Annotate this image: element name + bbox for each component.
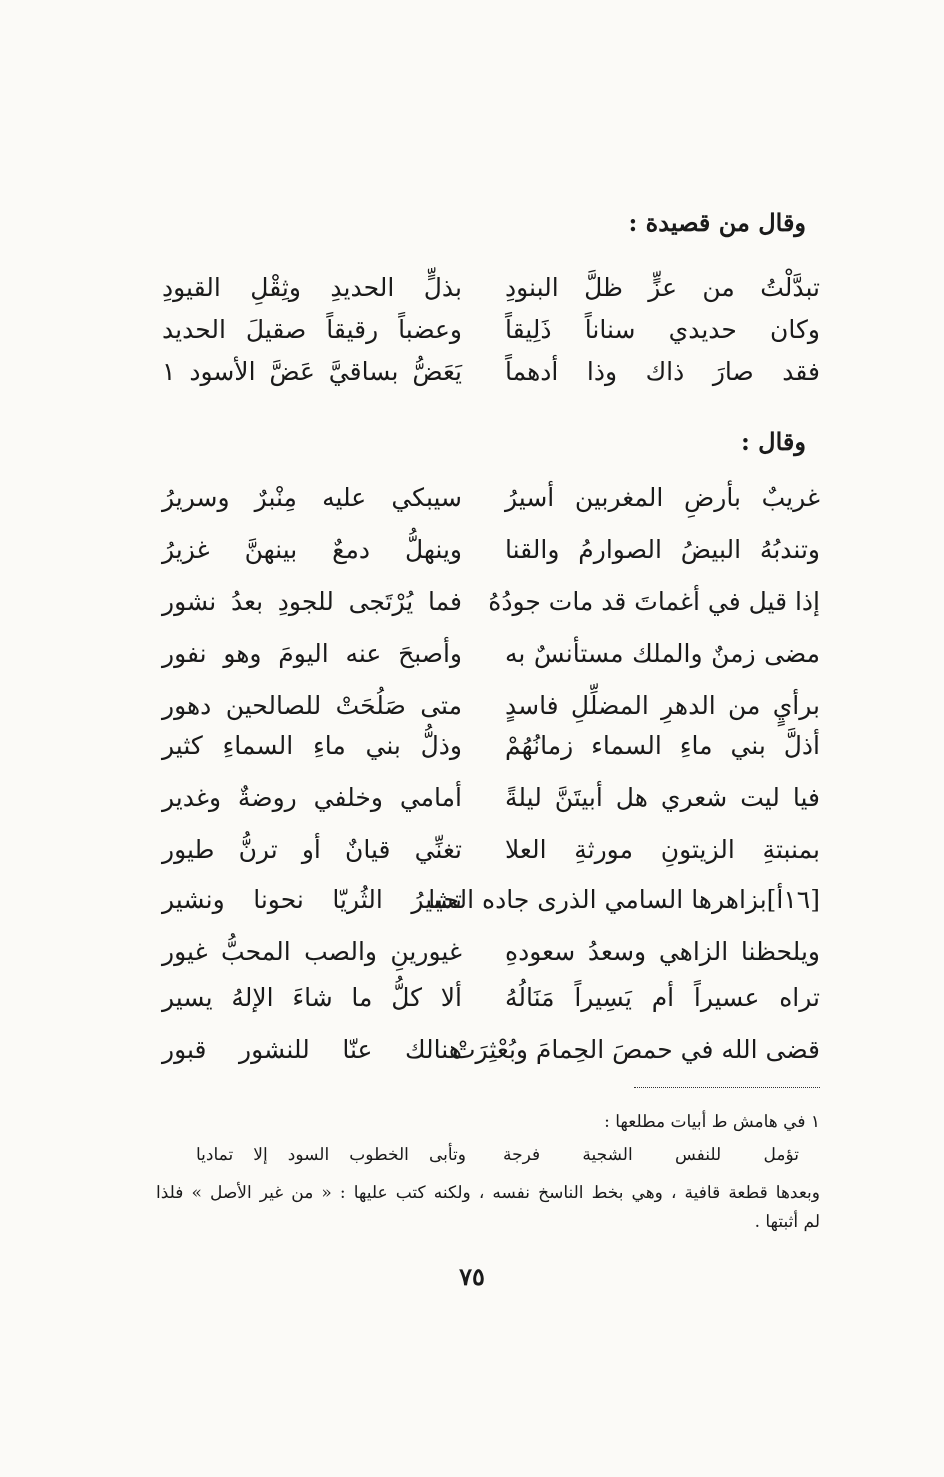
verse-second-hemistich: وعضباً رقيقاً صقيلَ الحديد [162, 315, 462, 344]
verse-second-hemistich: وذلُّ بني ماءِ السماءِ كثير [162, 731, 462, 760]
verse [0, 1030, 944, 1070]
verse-second-hemistich: أمامي وخلفي روضةٌ وغدير [162, 783, 462, 812]
verse-first-hemistich: ويلحظنا الزاهي وسعدُ سعودهِ [505, 937, 820, 966]
verse [0, 880, 944, 920]
section-heading-1: وقال من قصيدة : [628, 208, 806, 237]
footnote-text: وبعدها قطعة قافية ، وهي بخط الناسخ نفسه ، ولكنه كتب عليها : « من غير الأصل » فلذا [156, 1183, 820, 1203]
verse [0, 932, 944, 972]
verse-second-hemistich: بذلٍّ الحديدِ وثِقْلِ القيودِ [162, 273, 462, 302]
verse-first-hemistich: وتندبُهُ البيضُ الصوارمُ والقنا [505, 535, 820, 564]
verse [0, 778, 944, 818]
verse-first-hemistich: فقد صارَ ذاك وذا أدهماً [505, 357, 820, 386]
verse-second-hemistich: سيبكي عليه مِنْبرٌ وسريرُ [162, 483, 462, 512]
verse-second-hemistich: فما يُرْتَجى للجودِ بعدُ نشور [162, 587, 462, 616]
verse [0, 478, 944, 518]
verse [0, 530, 944, 570]
verse [0, 634, 944, 674]
verse-second-hemistich: وينهلُّ دمعٌ بينهنَّ غزيرُ [162, 535, 462, 564]
verse-second-hemistich: تشيرُ الثُريّا نحونا ونشير [162, 885, 462, 914]
section-heading-2: وقال : [740, 427, 806, 456]
verse-first-hemistich: تبدَّلْتُ من عزٍّ ظلَّ البنودِ [505, 273, 820, 302]
verse-second-hemistich: تغنِّي قيانٌ أو ترنُّ طيور [162, 835, 462, 864]
footnote-1: ١ في هامش ط أبيات مطلعها : [604, 1112, 820, 1132]
verse-first-hemistich: وكان حديدي سناناً ذَلِيقاً [505, 315, 820, 344]
verse-first-hemistich: إذا قيل في أغماتَ قد مات جودُهُ [488, 587, 820, 616]
verse-first-hemistich: برأيٍ من الدهرِ المضلِّلِ فاسدٍ [505, 691, 820, 720]
verse [0, 352, 944, 392]
verse-first-hemistich: غريبٌ بأرضِ المغربين أسيرُ [505, 483, 820, 512]
footnote-divider [634, 1087, 820, 1088]
verse [0, 978, 944, 1018]
verse-second-hemistich: غيورينِ والصب المحبُّ غيور [162, 937, 462, 966]
verse-first-hemistich: قضى الله في حمصَ الحِمامَ وبُعْثِرَتْ [452, 1035, 820, 1064]
footnote-text-end: لم أثبتها . [754, 1212, 820, 1232]
verse-second-hemistich: متى صَلُحَتْ للصالحين دهور [162, 691, 462, 720]
verse-first-hemistich: مضى زمنٌ والملك مستأنسٌ به [505, 639, 820, 668]
verse-first-hemistich: بمنبتةِ الزيتونِ مورثةِ العلا [505, 835, 820, 864]
footnote-verse-first-hemistich: تؤمل للنفس الشجية فرجة [503, 1145, 799, 1165]
page-number: ٧٥ [459, 1262, 485, 1291]
verse [0, 726, 944, 766]
verse-second-hemistich: ألا كلُّ ما شاءَ الإلهُ يسير [162, 983, 462, 1012]
verse [0, 686, 944, 726]
verse [0, 582, 944, 622]
verse-first-hemistich: فيا ليت شعري هل أبيتَنَّ ليلةً [505, 783, 820, 812]
verse-first-hemistich: [١٦أ]بزاهرها السامي الذرى جاده الحيا [428, 885, 820, 914]
footnote-verse-second-hemistich: وتأبى الخطوب السود إلا تماديا [196, 1145, 466, 1165]
verse-first-hemistich: تراه عسيراً أم يَسِيراً مَنَالُهُ [505, 983, 820, 1012]
verse-second-hemistich: يَعَضُّ بساقيَّ عَضَّ الأسود ١ [162, 357, 462, 386]
verse-second-hemistich: وأصبحَ عنه اليومَ وهو نفور [162, 639, 462, 668]
verse-second-hemistich: هنالك عنّا للنشور قبور [162, 1035, 462, 1064]
verse [0, 830, 944, 870]
verse-first-hemistich: أذلَّ بني ماءِ السماء زمانُهُمْ [505, 731, 820, 760]
verse [0, 310, 944, 350]
verse [0, 268, 944, 308]
